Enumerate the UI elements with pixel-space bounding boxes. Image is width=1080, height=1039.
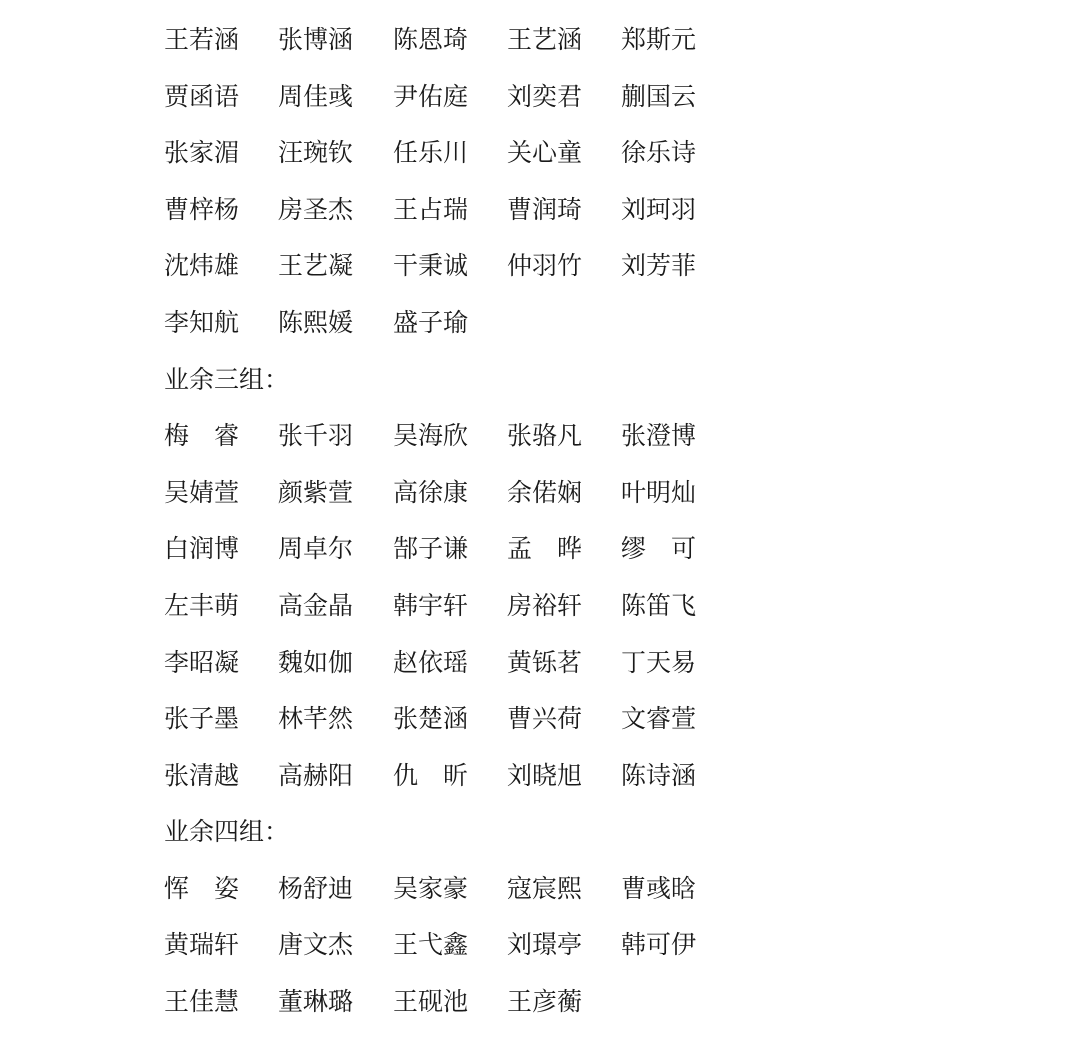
student-name: 丁天易: [621, 648, 697, 677]
student-name: 任乐川: [393, 138, 469, 167]
student-name: 关心童: [507, 138, 583, 167]
student-name: 王彦蘅: [507, 987, 583, 1016]
student-name: 孟 晔: [507, 534, 583, 563]
student-name: 黄瑞轩: [164, 930, 240, 959]
student-name: 贾函语: [164, 82, 240, 111]
student-name: 杨舒迪: [278, 874, 354, 903]
student-name: 李昭凝: [164, 648, 240, 677]
student-name: 郑斯元: [621, 25, 697, 54]
student-name: 仇 昕: [393, 761, 469, 790]
student-name: 吴婧萱: [164, 478, 240, 507]
student-name: 周卓尔: [278, 534, 354, 563]
student-name: 刘芳菲: [621, 251, 697, 280]
student-name: 颜紫萱: [278, 478, 354, 507]
student-name: 陈恩琦: [393, 25, 469, 54]
student-name: 缪 可: [621, 534, 697, 563]
student-name: 张骆凡: [507, 421, 583, 450]
student-name: 王若涵: [164, 25, 240, 54]
student-name: 韩宇轩: [393, 591, 469, 620]
student-name: 曹润琦: [507, 195, 583, 224]
student-name: 张子墨: [164, 704, 240, 733]
student-name: 白润博: [164, 534, 240, 563]
student-name: 叶明灿: [621, 478, 697, 507]
student-name: 左丰萌: [164, 591, 240, 620]
student-name: 高金晶: [278, 591, 354, 620]
student-name: 房裕轩: [507, 591, 583, 620]
student-name: 房圣杰: [278, 195, 354, 224]
student-name: 高徐康: [393, 478, 469, 507]
student-name: 寇宸熙: [507, 874, 583, 903]
student-name: 刘晓旭: [507, 761, 583, 790]
group4-heading: 业余四组：: [164, 817, 290, 846]
student-name: 曹兴荷: [507, 704, 583, 733]
student-name: 王砚池: [393, 987, 469, 1016]
student-name: 蒯国云: [621, 82, 697, 111]
student-name: 张楚涵: [393, 704, 469, 733]
student-name: 仲羽竹: [507, 251, 583, 280]
student-name: 李知航: [164, 308, 240, 337]
student-name: 吴海欣: [393, 421, 469, 450]
student-name: 汪琬钦: [278, 138, 354, 167]
student-name: 高赫阳: [278, 761, 354, 790]
student-name: 张清越: [164, 761, 240, 790]
student-name: 恽 姿: [164, 874, 240, 903]
student-name: 韩可伊: [621, 930, 697, 959]
group3-heading: 业余三组：: [164, 365, 290, 394]
student-name: 文睿萱: [621, 704, 697, 733]
student-name: 唐文杰: [278, 930, 354, 959]
student-name: 黄铄茗: [507, 648, 583, 677]
student-name: 赵依瑶: [393, 648, 469, 677]
student-name: 王艺涵: [507, 25, 583, 54]
student-name: 吴家豪: [393, 874, 469, 903]
student-name: 王弋鑫: [393, 930, 469, 959]
student-name: 林芊然: [278, 704, 354, 733]
student-name: 张千羽: [278, 421, 354, 450]
student-name: 张家湄: [164, 138, 240, 167]
student-name: 刘奕君: [507, 82, 583, 111]
student-name: 徐乐诗: [621, 138, 697, 167]
student-name: 张澄博: [621, 421, 697, 450]
student-name: 郜子谦: [393, 534, 469, 563]
student-name: 刘珂羽: [621, 195, 697, 224]
student-name: 尹佑庭: [393, 82, 469, 111]
student-name: 梅 睿: [164, 421, 240, 450]
student-name: 盛子瑜: [393, 308, 469, 337]
student-name: 陈诗涵: [621, 761, 697, 790]
student-name: 曹梓杨: [164, 195, 240, 224]
student-name: 干秉诚: [393, 251, 469, 280]
student-name: 魏如伽: [278, 648, 354, 677]
student-name: 周佳彧: [278, 82, 354, 111]
student-name: 刘璟亭: [507, 930, 583, 959]
student-name: 王艺凝: [278, 251, 354, 280]
student-name: 陈笛飞: [621, 591, 697, 620]
student-name: 余偌娴: [507, 478, 583, 507]
student-name: 张博涵: [278, 25, 354, 54]
student-name: 陈熙媛: [278, 308, 354, 337]
student-name: 王佳慧: [164, 987, 240, 1016]
student-name: 董琳璐: [278, 987, 354, 1016]
student-name: 王占瑞: [393, 195, 469, 224]
student-name: 沈炜雄: [164, 251, 240, 280]
student-name: 曹彧晗: [621, 874, 697, 903]
